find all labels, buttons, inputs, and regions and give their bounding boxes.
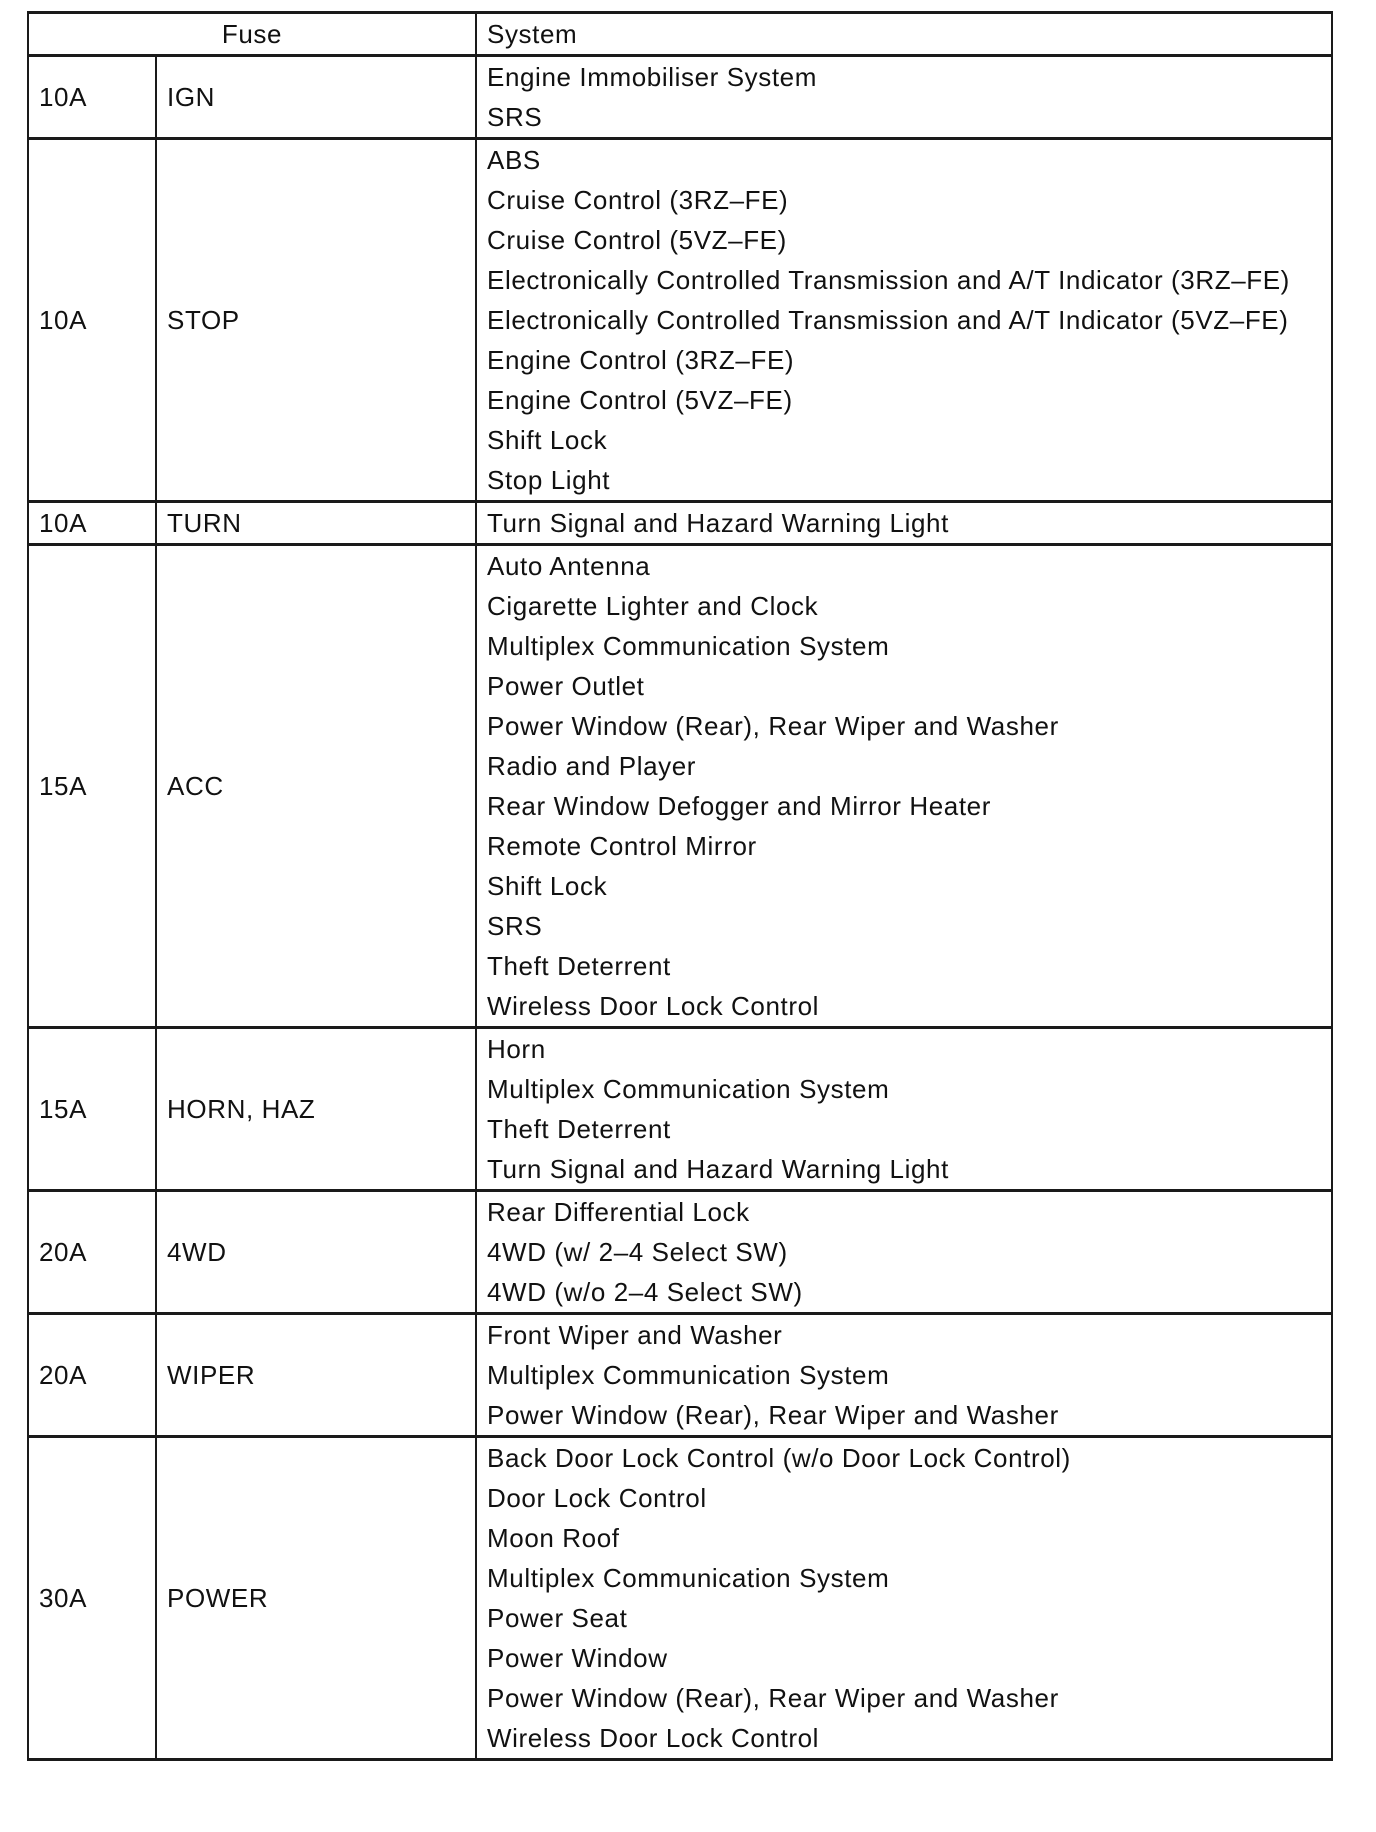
fuse-amperage: 10A: [28, 502, 156, 545]
system-entry: Front Wiper and Washer: [476, 1314, 1332, 1356]
fuse-name: POWER: [156, 1437, 476, 1760]
system-entry: Power Outlet: [476, 666, 1332, 706]
system-entry: Horn: [476, 1028, 1332, 1070]
system-entry: Theft Deterrent: [476, 1109, 1332, 1149]
table-row: [28, 1314, 1332, 1356]
fuse-name: IGN: [156, 56, 476, 139]
table-row: [28, 1437, 1332, 1479]
fuse-amperage: 15A: [28, 545, 156, 1028]
system-entry: SRS: [476, 97, 1332, 139]
system-entry: Electronically Controlled Transmission and A/T Indicator (5VZ–FE): [476, 300, 1332, 340]
system-entry: Multiplex Communication System: [476, 626, 1332, 666]
system-entry: Power Window (Rear), Rear Wiper and Washer: [476, 1395, 1332, 1437]
system-entry: Rear Window Defogger and Mirror Heater: [476, 786, 1332, 826]
system-entry: Power Seat: [476, 1598, 1332, 1638]
system-entry: Multiplex Communication System: [476, 1558, 1332, 1598]
fuse-amperage: 20A: [28, 1314, 156, 1437]
table-header-row: [28, 13, 1332, 56]
system-column-header: System: [476, 13, 1332, 56]
table-row: [28, 502, 1332, 545]
system-entry: Cruise Control (3RZ–FE): [476, 180, 1332, 220]
system-entry: Electronically Controlled Transmission and A/T Indicator (3RZ–FE): [476, 260, 1332, 300]
fuse-name: TURN: [156, 502, 476, 545]
fuse-name: 4WD: [156, 1191, 476, 1314]
system-entry: Stop Light: [476, 460, 1332, 502]
fuse-name: WIPER: [156, 1314, 476, 1437]
fuse-name: STOP: [156, 139, 476, 502]
system-entry: Shift Lock: [476, 866, 1332, 906]
system-entry: 4WD (w/ 2–4 Select SW): [476, 1232, 1332, 1272]
table-row: [28, 56, 1332, 98]
table-row: [28, 545, 1332, 587]
system-entry: Wireless Door Lock Control: [476, 1718, 1332, 1760]
fuse-amperage: 10A: [28, 56, 156, 139]
fuse-column-header: Fuse: [28, 13, 476, 56]
system-entry: Rear Differential Lock: [476, 1191, 1332, 1233]
system-entry: Wireless Door Lock Control: [476, 986, 1332, 1028]
system-entry: Remote Control Mirror: [476, 826, 1332, 866]
system-entry: Theft Deterrent: [476, 946, 1332, 986]
fuse-amperage: 30A: [28, 1437, 156, 1760]
table-row: [28, 1191, 1332, 1233]
system-entry: Auto Antenna: [476, 545, 1332, 587]
fuse-amperage: 10A: [28, 139, 156, 502]
system-entry: Turn Signal and Hazard Warning Light: [476, 502, 1332, 545]
fuse-table: [27, 11, 1333, 1761]
system-entry: Power Window (Rear), Rear Wiper and Washer: [476, 1678, 1332, 1718]
system-entry: Engine Immobiliser System: [476, 56, 1332, 98]
system-entry: Back Door Lock Control (w/o Door Lock Control): [476, 1437, 1332, 1479]
system-entry: Engine Control (5VZ–FE): [476, 380, 1332, 420]
fuse-amperage: 15A: [28, 1028, 156, 1191]
fuse-name: HORN, HAZ: [156, 1028, 476, 1191]
table-row: [28, 1028, 1332, 1070]
system-entry: Power Window: [476, 1638, 1332, 1678]
system-entry: SRS: [476, 906, 1332, 946]
system-entry: Engine Control (3RZ–FE): [476, 340, 1332, 380]
system-entry: Power Window (Rear), Rear Wiper and Washer: [476, 706, 1332, 746]
fuse-table-body: [28, 56, 1332, 1760]
system-entry: Door Lock Control: [476, 1478, 1332, 1518]
system-entry: Moon Roof: [476, 1518, 1332, 1558]
system-entry: Shift Lock: [476, 420, 1332, 460]
system-entry: Radio and Player: [476, 746, 1332, 786]
fuse-amperage: 20A: [28, 1191, 156, 1314]
system-entry: Turn Signal and Hazard Warning Light: [476, 1149, 1332, 1191]
fuse-name: ACC: [156, 545, 476, 1028]
system-entry: 4WD (w/o 2–4 Select SW): [476, 1272, 1332, 1314]
system-entry: Cigarette Lighter and Clock: [476, 586, 1332, 626]
table-row: [28, 139, 1332, 181]
system-entry: Multiplex Communication System: [476, 1355, 1332, 1395]
system-entry: Multiplex Communication System: [476, 1069, 1332, 1109]
system-entry: ABS: [476, 139, 1332, 181]
system-entry: Cruise Control (5VZ–FE): [476, 220, 1332, 260]
